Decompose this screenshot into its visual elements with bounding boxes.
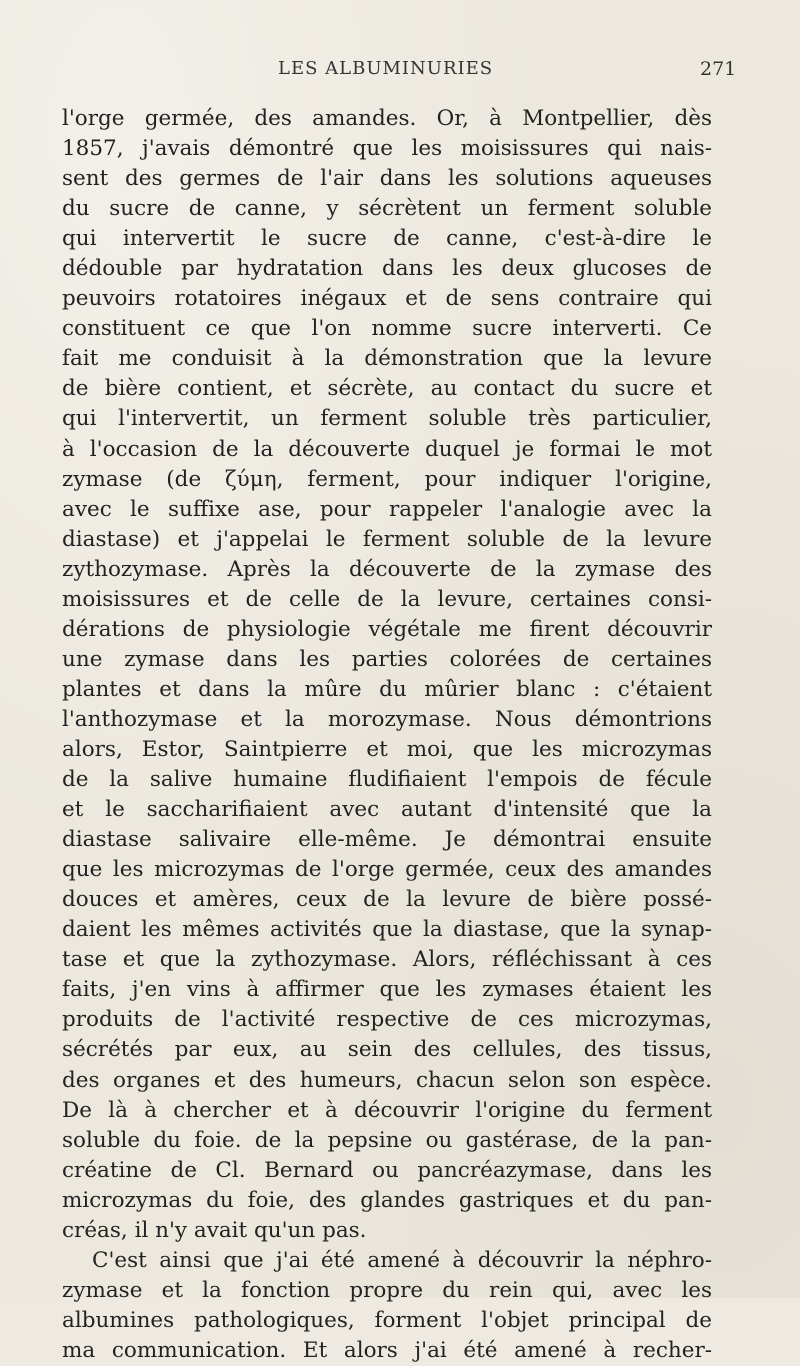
text-line: créas, il n'y avait qu'un pas. — [62, 1217, 367, 1243]
text-line: douces et amères, ceux de la levure de bière possé- — [62, 887, 712, 913]
text-line: dérations de physiologie végétale me firent découvrir — [62, 616, 712, 642]
text-line: albumines pathologiques, forment l'objet principal de — [62, 1307, 712, 1333]
text-line: à l'occasion de la découverte duquel je formai le mot — [62, 436, 712, 462]
text-line: sécrétés par eux, au sein des cellules, des tissus, — [62, 1037, 712, 1063]
running-head-title: LES ALBUMINURIES — [278, 58, 494, 79]
text-line: zymase et la fonction propre du rein qui, avec les — [62, 1277, 712, 1303]
text-line: dédouble par hydratation dans les deux glucoses de — [62, 256, 712, 282]
text-line: zythozymase. Après la découverte de la zymase des — [62, 556, 712, 582]
text-line: l'orge germée, des amandes. Or, à Montpellier, dès — [62, 106, 712, 131]
text-line: l'anthozymase et la morozymase. Nous démontrions — [62, 706, 712, 732]
text-line: tase et que la zythozymase. Alors, réfléchissant à ces — [62, 947, 712, 973]
text-line: De là à chercher et à découvrir l'origine du ferment — [62, 1097, 712, 1123]
text-line: qui intervertit le sucre de canne, c'est-à-dire le — [62, 226, 712, 252]
text-line: que les microzymas de l'orge germée, ceux des amandes — [62, 857, 712, 883]
text-line: sent des germes de l'air dans les solutions aqueuses — [62, 166, 712, 192]
text-line: plantes et dans la mûre du mûrier blanc : c'étaient — [62, 676, 712, 702]
text-line: ma communication. Et alors j'ai été amené à recher- — [62, 1337, 712, 1363]
text-line: des organes et des humeurs, chacun selon son espèce. — [62, 1067, 712, 1093]
text-line: fait me conduisit à la démonstration que la levure — [62, 346, 712, 372]
text-line: soluble du foie. de la pepsine ou gastérase, de la pan- — [62, 1127, 712, 1153]
text-line: 1857, j'avais démontré que les moisissures qui nais- — [62, 136, 712, 162]
text-line: une zymase dans les parties colorées de certaines — [62, 646, 712, 672]
text-line: zymase (de ζύμη, ferment, pour indiquer l'origine, — [62, 466, 712, 492]
text-line: microzymas du foie, des glandes gastriques et du pan- — [62, 1187, 712, 1213]
text-line: daient les mêmes activités que la diastase, que la synap- — [62, 917, 712, 943]
text-line: alors, Estor, Saintpierre et moi, que les microzymas — [62, 736, 712, 762]
text-line: peuvoirs rotatoires inégaux et de sens contraire qui — [62, 286, 712, 312]
text-line: du sucre de canne, y sécrètent un ferment soluble — [62, 196, 712, 222]
text-line: moisissures et de celle de la levure, certaines consi- — [62, 586, 712, 612]
text-line: produits de l'activité respective de ces microzymas, — [62, 1007, 712, 1033]
text-line: de la salive humaine fludifiaient l'empois de fécule — [62, 767, 712, 793]
text-line: C'est ainsi que j'ai été amené à découvrir la néphro- — [92, 1247, 712, 1273]
text-line: avec le suffixe ase, pour rappeler l'analogie avec la — [62, 496, 712, 522]
body-text — [62, 104, 712, 1366]
text-line: et le saccharifiaient avec autant d'intensité que la — [62, 797, 712, 823]
text-line: qui l'intervertit, un ferment soluble très particulier, — [62, 406, 712, 432]
text-line: diastase) et j'appelai le ferment soluble de la levure — [62, 526, 712, 552]
text-line: constituent ce que l'on nomme sucre interverti. Ce — [62, 316, 712, 342]
text-line: diastase salivaire elle-même. Je démontrai ensuite — [62, 827, 712, 853]
running-head — [0, 58, 800, 86]
text-line: faits, j'en vins à affirmer que les zymases étaient les — [62, 977, 712, 1003]
text-line: créatine de Cl. Bernard ou pancréazymase, dans les — [62, 1157, 712, 1183]
page-number: 271 — [700, 58, 737, 80]
text-line: de bière contient, et sécrète, au contact du sucre et — [62, 376, 712, 402]
